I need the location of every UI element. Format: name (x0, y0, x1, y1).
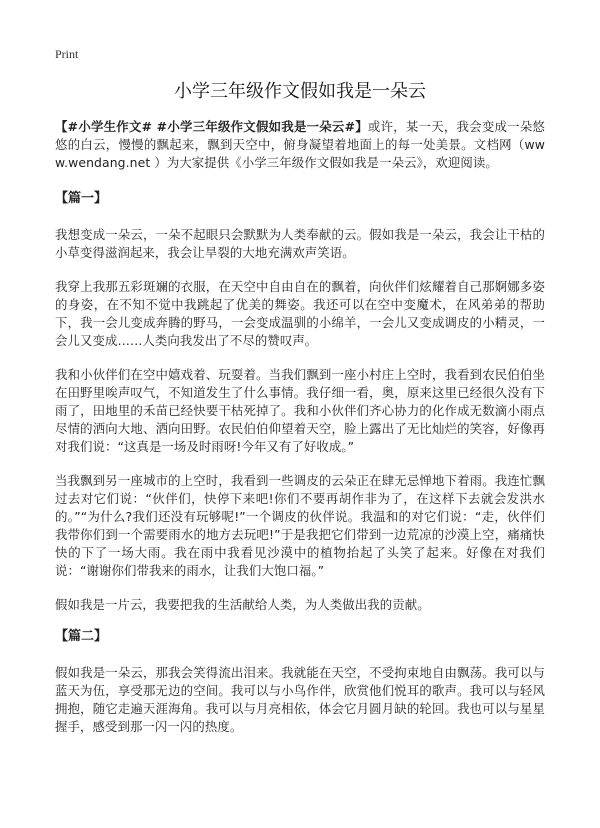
page-title: 小学三年级作文假如我是一朵云 (174, 81, 426, 102)
section-1-paragraph-1: 我想变成一朵云，一朵不起眼只会默默为人类奉献的云。假如我是一朵云，我会让干枯的小草变得滋润起来，我会让旱裂的大地充满欢声笑语。 (55, 227, 545, 260)
section-1-paragraph-3: 我和小伙伴们在空中嬉戏着、玩耍着。当我们飘到一座小村庄上空时，我看到农民伯伯坐在田野里唉声叹气，不知道发生了什么事情。我仔细一看，奥，原来这里已经很久没有下雨了，田地里的禾苗已经快要干枯死掉了。我和小伙伴们齐心协力的化作成无数滴小雨点尽情的洒向大地、洒向田野。农民伯伯仰望着天空，脸上露出了无比灿烂的笑容，好像再对我们说：“这真是一场及时雨呀!今年又有了好收成。” (55, 367, 545, 454)
document-body (55, 118, 545, 752)
intro-tag: 【#小学生作文# #小学三年级作文假如我是一朵云#】 (55, 119, 368, 134)
section-heading-1: 【篇一】 (55, 191, 108, 206)
intro-paragraph (55, 118, 545, 172)
print-label: Print (55, 47, 79, 61)
intro-text: 或许，某一天，我会变成一朵悠悠的白云，慢慢的飘起来，飘到天空中，俯身凝望着地面上的每一处美景。文档网（www.wendang.net ）为大家提供《小学三年级作文假如我是一朵云》，欢迎阅读。 (55, 119, 545, 170)
section-heading-2: 【篇二】 (55, 629, 108, 644)
section-1-paragraph-2: 我穿上我那五彩斑斓的衣服，在天空中自由自在的飘着，向伙伴们炫耀着自己那婀娜多姿的身姿，在不知不觉中我跳起了优美的舞姿。我还可以在空中变魔术，在风弟弟的帮助下，我一会儿变成奔腾的野马，一会变成温驯的小绵羊，一会儿又变成调皮的小精灵，一会儿又变成……人类向我发出了不尽的赞叹声。 (55, 279, 545, 348)
section-1-paragraph-4: 当我飘到另一座城市的上空时，我看到一些调皮的云朵正在肆无忌惮地下着雨。我连忙飘过去对它们说：“伙伴们，快停下来吧!你们不要再胡作非为了，在这样下去就会发洪水的。”“为什么?我们还没有玩够呢!”一个调皮的伙伴说。我温和的对它们说：“走，伙伴们我带你们到一个需要雨水的地方去玩吧!”于是我把它们带到一边荒凉的沙漠上空，痛痛快快的下了一场大雨。我在雨中我看见沙漠中的植物抬起了头笑了起来。好像在对我们说：“谢谢你们带我来的雨水，让我们大饱口福。” (55, 473, 545, 578)
section-2-paragraph-1: 假如我是一朵云，那我会笑得流出泪来。我就能在天空，不受拘束地自由飘荡。我可以与蓝天为伍，享受那无边的空间。我可以与小鸟作伴，欣赏他们悦耳的歌声。我可以与轻风拥抱，随它走遍天涯海角。我可以与月亮相依，体会它月圆月缺的轮回。我也可以与星星握手，感受到那一闪一闪的热度。 (55, 665, 545, 734)
section-1-paragraph-5: 假如我是一片云，我要把我的生活献给人类，为人类做出我的贡献。 (55, 597, 430, 612)
